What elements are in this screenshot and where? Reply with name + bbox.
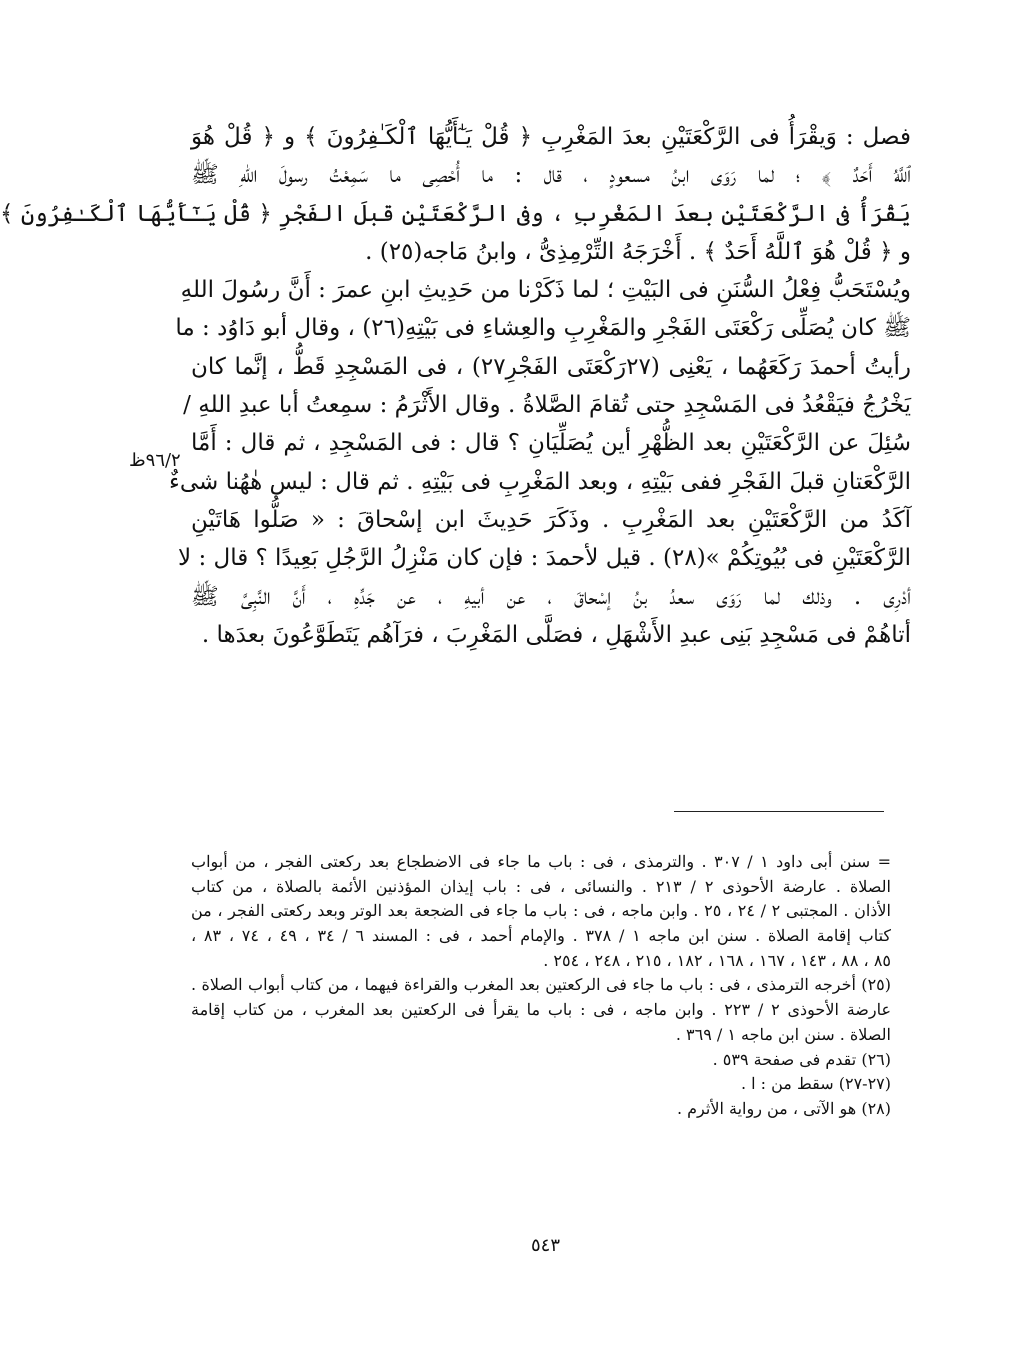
footnote-line: ٨٥ ، ٨٨ ، ١٤٣ ، ١٦٧ ، ١٦٨ ، ١٨٢ ، ٢١٥ ، ٢٤٨ ، ٢٥٤ . — [543, 950, 891, 970]
footnote-line: (٢٦) تقدم فى صفحة ٥٣٩ . — [712, 1049, 891, 1069]
text-line: رأيتُ أحمدَ رَكَعَهُما ، يَعْنِى (٢٧رَكْعَتَى الفَجْرِ٢٧) ، فى المَسْجِدِ قَطُّ ، إنَّما كان — [191, 353, 911, 380]
text-line: يَخْرُجُ فيَقْعُدُ فى المَسْجِدِ حتى تُقامَ الصَّلاةُ . وقال الأَثْرَمُ : سمِعتُ أبا عبدِ اللهِ / — [183, 392, 911, 419]
footnotes — [191, 850, 891, 1122]
text-line: سُئِلَ عن الرَّكْعَتَيْنِ بعد الظُّهْرِ أين يُصَلِّيَانِ ؟ قال : فى المَسْجِدِ ، ثم قال : أَمَّا — [191, 430, 911, 457]
footnote-line: الأذان . المجتبى ٢ / ٢٤ ، ٢٥ . وابن ماجه ، فى : باب ما جاء فى الضجعة بعد الوتر وبعد ركعتى الفجر ، من — [191, 901, 892, 921]
text-line: آكَدُ من الرَّكْعَتَيْنِ بعد المَغْرِبِ . وذَكَرَ حَدِيثَ ابن إسْحاقَ : « صَلُّوا هَاتَيْنِ — [191, 506, 911, 533]
footnote-line: عارضة الأحوذى ٢ / ٢٢٣ . وابن ماجه ، فى : باب ما يقرأ فى الركعتين بعد المغرب ، من كتاب إقامة — [191, 1000, 892, 1020]
text-line: و ﴿ قُلْ هُوَ ٱللَّهُ أَحَدٌ ﴾ . أَخْرَجَهُ التِّرْمِذِىُّ ، وابنُ مَاجه(٢٥) . — [365, 238, 911, 265]
footnote-line: = سنن أبى داود ١ / ٣٠٧ . والترمذى ، فى : باب ما جاء فى الاضطجاع بعد ركعتى الفجر ، من أبواب — [191, 852, 891, 871]
page-number: ٥٤٣ — [530, 1235, 560, 1256]
footnote-line: كتاب إقامة الصلاة . سنن ابن ماجه ١ / ٣٧٨ . والإمام أحمد ، فى : المسند ٦ / ٣٤ ، ٤٩ ، ٧٤ ، ٨٣ ، — [191, 926, 892, 946]
text-line: ويُسْتَحَبُّ فِعْلُ السُّنَنِ فى البَيْتِ ؛ لما ذَكَرْنا من حَدِيثِ ابنِ عمرَ : أَنَّ رسُولَ اللهِ — [180, 277, 911, 304]
text-line: ﷺ كان يُصَلِّى رَكْعَتَى الفَجْرِ والمَغْرِبِ والعِشاءِ فى بَيْتِهِ(٢٦) ، وقال أبو دَاوُد : ما — [175, 315, 911, 342]
text-line: فصل : وَيقْرَأُ فى الرَّكْعَتَيْنِ بعدَ المَغْرِبِ ﴿ قُلْ يَـٰٓأَيُّهَا ٱلْكَـٰفِرُونَ ﴾ و ﴿ قُلْ هُوَ — [191, 124, 911, 150]
footnote-line: (٢٧-٢٧) سقط من : ا . — [740, 1074, 891, 1094]
footnote-line: (٢٨) هو الآتى ، من رواية الأثرم . — [676, 1098, 891, 1118]
footnote-line: الصلاة . سنن ابن ماجه ١ / ٣٦٩ . — [675, 1024, 891, 1044]
text-line: أدْرِى . وذلك لما رَوَى سعدُ بنُ إسْحاقَ ، عن أبيهِ ، عن جَدِّهِ ، أَنَّ النَّبِىَّ ﷺ — [191, 583, 911, 610]
footnote-line: الصلاة . عارضة الأحوذى ٢ / ٢١٣ . والنسائى ، فى : باب إيذان المؤذنين الأئمة بالصلاة ، من كتاب — [191, 876, 892, 896]
text-line: ٱللَّهُ أَحَدٌ ﴾ ؛ لما رَوَى ابنُ مسعودٍ ، قال : ما أُحْصِى ما سَمِعْتُ رسولَ اللهِ ﷺ — [191, 162, 911, 189]
text-line: يَقْرَأُ فى الرَّكْعَتَيْنِ بعدَ المَغْرِبِ ، وفى الرَّكْعَتَيْنِ قبلَ الفَجْرِ ﴿ قُلْ يَـٰٓأَيُّهَا ٱلْكَـٰفِرُونَ ﴾ — [0, 200, 911, 227]
text-line: الرَّكْعَتَيْنِ فى بُيُوتِكُمْ »(٢٨) . قيل لأحمدَ : فإن كان مَنْزِلُ الرَّجُلِ بَعِيدًا ؟ قال : لا — [178, 545, 911, 572]
margin-note: ٩٦/٢ظ — [129, 450, 181, 471]
footnote-line: (٢٥) أخرجه الترمذى ، فى : باب ما جاء فى الركعتين بعد المغرب والقراءة فيهما ، من كتاب أبواب الصلاة . — [191, 975, 891, 995]
text-line: الرَّكْعَتانِ قبلَ الفَجْرِ ففى بَيْتِهِ ، وبعد المَغْرِبِ فى بَيْتِهِ . ثم قال : ليس هٰهُنا شىءٌ — [169, 468, 911, 495]
footnote-divider — [674, 811, 884, 812]
text-line: أتاهُمْ فى مَسْجِدِ بَنِى عبدِ الأَشْهَلِ ، فصَلَّى المَغْرِبَ ، فرَآهُم يَتَطَوَّعُونَ بعدَها . — [201, 621, 911, 648]
